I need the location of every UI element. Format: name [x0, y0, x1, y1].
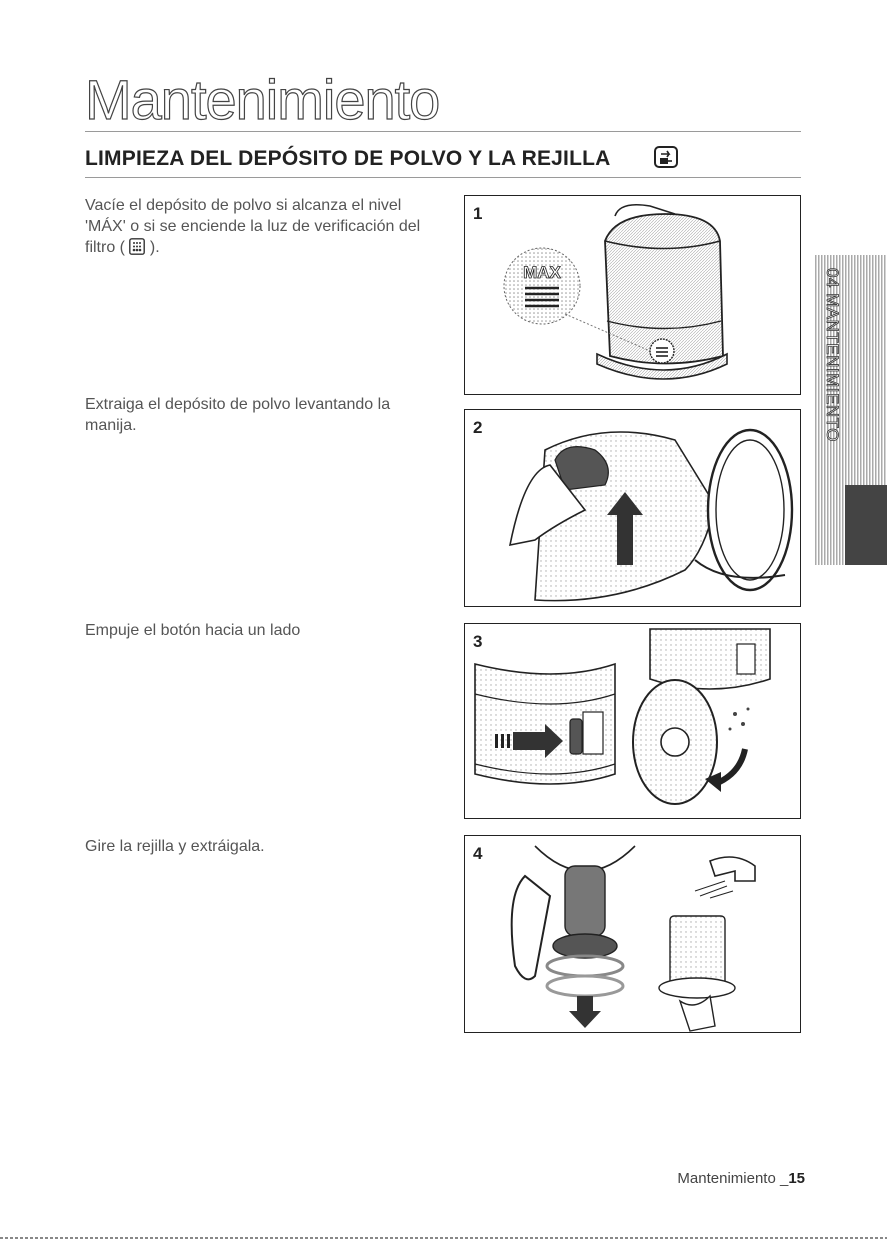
cleaning-icon	[654, 146, 678, 168]
step-3-text: Empuje el botón hacia un lado	[85, 622, 301, 639]
step-4-number: 4	[473, 844, 483, 863]
filter-check-icon	[129, 238, 145, 255]
release-button-illustration	[465, 624, 802, 820]
section-heading: LIMPIEZA DEL DEPÓSITO DE POLVO Y LA REJILLA	[85, 147, 611, 170]
dust-bin-illustration	[465, 196, 802, 396]
section-divider	[85, 177, 801, 178]
footer-label: Mantenimiento _	[677, 1170, 789, 1187]
title-divider	[85, 131, 801, 132]
step-2-number: 2	[473, 418, 483, 437]
step-1-figure	[464, 195, 801, 395]
chapter-tab-text: 04 MANTENIMIENTO	[823, 268, 842, 442]
bottom-border	[0, 1237, 887, 1239]
step-1-text	[85, 195, 445, 258]
lift-bin-illustration	[465, 410, 802, 608]
step-3-figure	[464, 623, 801, 819]
step-2-figure	[464, 409, 801, 607]
step-4-text: Gire la rejilla y extráigala.	[85, 838, 265, 855]
step-3-number: 3	[473, 632, 483, 651]
remove-grille-illustration	[465, 836, 802, 1034]
step-4-figure	[464, 835, 801, 1033]
page-number: 15	[788, 1170, 805, 1187]
step-1-text-after: ).	[149, 239, 160, 256]
page-footer	[677, 1170, 805, 1187]
chapter-tab-label	[818, 268, 842, 468]
step-2-text: Extraiga el depósito de polvo levantando la manija.	[85, 396, 391, 434]
page-title: Mantenimiento	[85, 68, 440, 131]
step-1-text-before: Vacíe el depósito de polvo si alcanza el nivel 'MÁX' o si se enciende la luz de verificación del filtro (	[85, 197, 421, 256]
max-label: MAX	[523, 263, 561, 282]
step-1-number: 1	[473, 204, 483, 223]
